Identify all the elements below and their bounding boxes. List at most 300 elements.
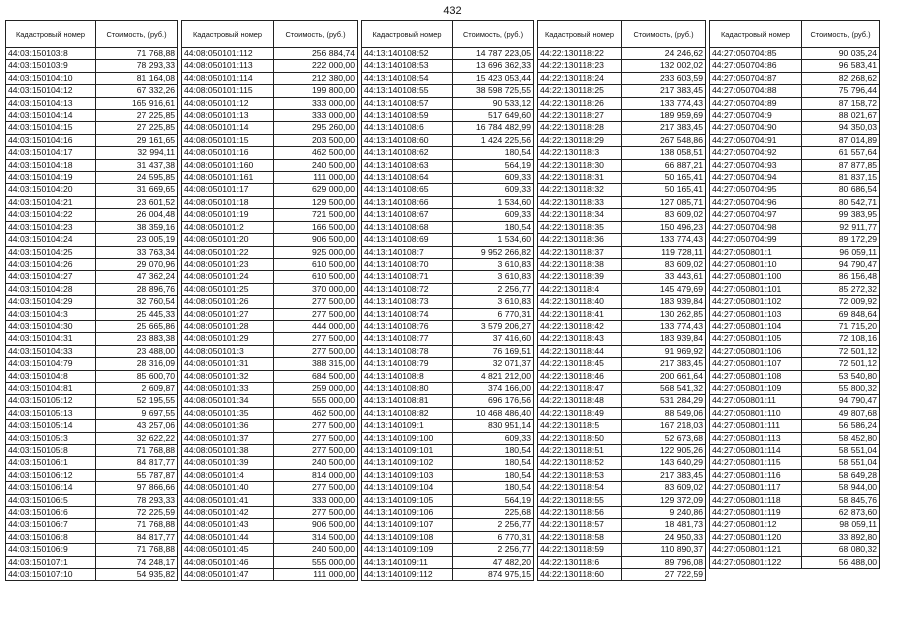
- table-row: [538, 370, 706, 382]
- table-row: [538, 544, 706, 556]
- cost-cell: 830 951,14: [453, 420, 534, 432]
- cost-cell: 58 551,04: [802, 445, 880, 457]
- cost-cell: 80 686,54: [802, 184, 880, 196]
- cost-cell: 517 649,60: [453, 110, 534, 122]
- table-row: [362, 296, 534, 308]
- cost-cell: 629 000,00: [274, 184, 358, 196]
- cadastral-number-cell: 44:13:140108:70: [362, 258, 453, 270]
- cadastral-number-cell: 44:13:140109:100: [362, 432, 453, 444]
- table-row: [182, 544, 358, 556]
- header-cost: Стоимость, (руб.): [802, 21, 880, 48]
- cadastral-number-cell: 44:27:050801:104: [710, 320, 802, 332]
- cadastral-number-cell: 44:13:140109:112: [362, 569, 453, 581]
- cadastral-number-cell: 44:22:130118:59: [538, 544, 622, 556]
- table-row: [710, 60, 880, 72]
- cadastral-number-cell: 44:13:140108:72: [362, 283, 453, 295]
- cost-cell: 150 496,23: [622, 221, 706, 233]
- cadastral-number-cell: 44:03:150104:30: [6, 320, 96, 332]
- cost-cell: 129 500,00: [274, 196, 358, 208]
- cost-cell: 1 534,60: [453, 234, 534, 246]
- table-row: [362, 569, 534, 581]
- cost-cell: 56 488,00: [802, 556, 880, 568]
- cost-cell: 277 500,00: [274, 420, 358, 432]
- cadastral-number-cell: 44:03:150104:28: [6, 283, 96, 295]
- table-row: [182, 420, 358, 432]
- cost-cell: 72 108,16: [802, 333, 880, 345]
- cost-cell: 43 257,06: [96, 420, 178, 432]
- cadastral-number-cell: 44:08:050101:34: [182, 395, 274, 407]
- table-row: [362, 308, 534, 320]
- table-row: [182, 48, 358, 60]
- cadastral-number-cell: 44:27:050704:99: [710, 234, 802, 246]
- table-row: [6, 469, 178, 481]
- cost-cell: 143 640,29: [622, 457, 706, 469]
- cadastral-number-cell: 44:22:130118:24: [538, 72, 622, 84]
- cadastral-number-cell: 44:13:140108:81: [362, 395, 453, 407]
- cost-cell: 78 293,33: [96, 494, 178, 506]
- cadastral-number-cell: 44:08:050101:31: [182, 358, 274, 370]
- cadastral-number-cell: 44:22:130118:53: [538, 469, 622, 481]
- table-row: [6, 395, 178, 407]
- table-row: [538, 271, 706, 283]
- cadastral-number-cell: 44:27:050704:97: [710, 209, 802, 221]
- cadastral-number-cell: 44:08:050101:44: [182, 531, 274, 543]
- cadastral-number-cell: 44:03:150104:24: [6, 234, 96, 246]
- table-row: [538, 110, 706, 122]
- cadastral-number-cell: 44:08:050101:45: [182, 544, 274, 556]
- table-row: [710, 221, 880, 233]
- cadastral-number-cell: 44:08:050101:160: [182, 159, 274, 171]
- table-row: [182, 320, 358, 332]
- table-row: [710, 531, 880, 543]
- table-row: [362, 221, 534, 233]
- table-row: [6, 432, 178, 444]
- cadastral-number-cell: 44:13:140108:53: [362, 60, 453, 72]
- table-row: [538, 85, 706, 97]
- table-row: [6, 345, 178, 357]
- cadastral-number-cell: 44:08:050101:20: [182, 234, 274, 246]
- table-row: [538, 432, 706, 444]
- cost-cell: 32 994,11: [96, 147, 178, 159]
- table-row: [6, 258, 178, 270]
- cost-cell: 71 715,20: [802, 320, 880, 332]
- cadastral-number-cell: 44:27:050704:88: [710, 85, 802, 97]
- cost-cell: 55 800,32: [802, 382, 880, 394]
- cost-cell: 89 172,29: [802, 234, 880, 246]
- cadastral-number-cell: 44:08:050101:161: [182, 172, 274, 184]
- table-row: [538, 407, 706, 419]
- cadastral-number-cell: 44:13:140108:64: [362, 172, 453, 184]
- table-row: [710, 122, 880, 134]
- cadastral-number-cell: 44:27:050704:93: [710, 159, 802, 171]
- cost-cell: 180,54: [453, 469, 534, 481]
- cadastral-number-cell: 44:27:050704:87: [710, 72, 802, 84]
- cadastral-number-cell: 44:13:140108:55: [362, 85, 453, 97]
- cadastral-number-cell: 44:03:150104:26: [6, 258, 96, 270]
- cadastral-number-cell: 44:13:140108:77: [362, 333, 453, 345]
- cost-cell: 684 500,00: [274, 370, 358, 382]
- table-body: [182, 48, 358, 581]
- cadastral-number-cell: 44:27:050801:117: [710, 482, 802, 494]
- cadastral-number-cell: 44:27:050801:105: [710, 333, 802, 345]
- cadastral-number-cell: 44:13:140109:106: [362, 507, 453, 519]
- cadastral-number-cell: 44:03:150104:17: [6, 147, 96, 159]
- table-row: [710, 494, 880, 506]
- table-row: [6, 382, 178, 394]
- table-row: [710, 196, 880, 208]
- cost-cell: 29 161,65: [96, 134, 178, 146]
- cadastral-table-4: [537, 20, 706, 581]
- cadastral-number-cell: 44:08:050101:32: [182, 370, 274, 382]
- cost-cell: 32 622,22: [96, 432, 178, 444]
- cost-cell: 98 059,11: [802, 519, 880, 531]
- cost-cell: 61 557,64: [802, 147, 880, 159]
- cost-cell: 32 760,54: [96, 296, 178, 308]
- table-row: [6, 407, 178, 419]
- table-row: [6, 569, 178, 581]
- table-row: [6, 48, 178, 60]
- cost-cell: 333 000,00: [274, 110, 358, 122]
- table-row: [538, 234, 706, 246]
- cadastral-number-cell: 44:08:050101:115: [182, 85, 274, 97]
- cost-cell: 133 774,43: [622, 97, 706, 109]
- cost-cell: 28 896,76: [96, 283, 178, 295]
- table-row: [538, 134, 706, 146]
- cadastral-number-cell: 44:22:130118:52: [538, 457, 622, 469]
- cost-cell: 58 944,00: [802, 482, 880, 494]
- cost-cell: 52 195,55: [96, 395, 178, 407]
- cadastral-number-cell: 44:03:150104:8: [6, 370, 96, 382]
- cadastral-number-cell: 44:03:150103:8: [6, 48, 96, 60]
- table-row: [182, 172, 358, 184]
- cost-cell: 72 009,92: [802, 296, 880, 308]
- cost-cell: 721 500,00: [274, 209, 358, 221]
- cost-cell: 200 661,64: [622, 370, 706, 382]
- table-row: [182, 519, 358, 531]
- header-number: Кадастровый номер: [710, 21, 802, 48]
- cost-cell: 217 383,45: [622, 85, 706, 97]
- cost-cell: 75 796,44: [802, 85, 880, 97]
- header-number: Кадастровый номер: [182, 21, 274, 48]
- cadastral-number-cell: 44:03:150104:14: [6, 110, 96, 122]
- cadastral-number-cell: 44:03:150104:23: [6, 221, 96, 233]
- cost-cell: 277 500,00: [274, 507, 358, 519]
- cost-cell: 2 256,77: [453, 283, 534, 295]
- cost-cell: 67 332,26: [96, 85, 178, 97]
- cost-cell: 23 883,38: [96, 333, 178, 345]
- table-row: [182, 507, 358, 519]
- cadastral-number-cell: 44:22:130118:32: [538, 184, 622, 196]
- cost-cell: 56 586,24: [802, 420, 880, 432]
- cadastral-number-cell: 44:27:050801:115: [710, 457, 802, 469]
- cost-cell: 277 500,00: [274, 482, 358, 494]
- cost-cell: 23 005,19: [96, 234, 178, 246]
- cadastral-number-cell: 44:13:140109:108: [362, 531, 453, 543]
- table-row: [538, 519, 706, 531]
- header-cost: Стоимость, (руб.): [622, 21, 706, 48]
- cadastral-number-cell: 44:13:140108:59: [362, 110, 453, 122]
- table-row: [362, 134, 534, 146]
- cost-cell: 84 817,77: [96, 531, 178, 543]
- cadastral-number-cell: 44:22:130118:58: [538, 531, 622, 543]
- table-row: [6, 271, 178, 283]
- cadastral-number-cell: 44:08:050101:19: [182, 209, 274, 221]
- cost-cell: 462 500,00: [274, 147, 358, 159]
- table-row: [182, 283, 358, 295]
- cost-cell: 4 821 212,00: [453, 370, 534, 382]
- cadastral-number-cell: 44:08:050101:15: [182, 134, 274, 146]
- table-row: [710, 469, 880, 481]
- cost-cell: 277 500,00: [274, 333, 358, 345]
- cost-cell: 2 256,77: [453, 519, 534, 531]
- cadastral-number-cell: 44:08:050101:113: [182, 60, 274, 72]
- cadastral-table-2: [181, 20, 358, 581]
- table-row: [362, 494, 534, 506]
- cost-cell: 129 372,09: [622, 494, 706, 506]
- cadastral-number-cell: 44:03:150104:3: [6, 308, 96, 320]
- cost-cell: 2 256,77: [453, 544, 534, 556]
- cost-cell: 90 035,24: [802, 48, 880, 60]
- table-row: [6, 122, 178, 134]
- table-row: [362, 234, 534, 246]
- cadastral-number-cell: 44:08:050101:17: [182, 184, 274, 196]
- cadastral-number-cell: 44:22:130118:41: [538, 308, 622, 320]
- cost-cell: 111 000,00: [274, 172, 358, 184]
- table-row: [362, 395, 534, 407]
- cadastral-number-cell: 44:22:130118:37: [538, 246, 622, 258]
- table-row: [182, 382, 358, 394]
- table-row: [6, 159, 178, 171]
- cadastral-number-cell: 44:22:130118:23: [538, 60, 622, 72]
- table-row: [710, 283, 880, 295]
- table-row: [6, 283, 178, 295]
- table-row: [710, 97, 880, 109]
- cadastral-table-5: [709, 20, 880, 569]
- cadastral-number-cell: 44:03:150104:79: [6, 358, 96, 370]
- table-body: [710, 48, 880, 569]
- cadastral-number-cell: 44:08:050101:25: [182, 283, 274, 295]
- cost-cell: 132 002,02: [622, 60, 706, 72]
- cost-cell: 24 246,62: [622, 48, 706, 60]
- cost-cell: 609,33: [453, 184, 534, 196]
- cost-cell: 119 728,11: [622, 246, 706, 258]
- cadastral-number-cell: 44:27:050704:89: [710, 97, 802, 109]
- cost-cell: 3 579 206,27: [453, 320, 534, 332]
- table-row: [710, 556, 880, 568]
- cost-cell: 906 500,00: [274, 519, 358, 531]
- cost-cell: 167 218,03: [622, 420, 706, 432]
- table-row: [182, 531, 358, 543]
- cost-cell: 180,54: [453, 221, 534, 233]
- cadastral-number-cell: 44:03:150106:6: [6, 507, 96, 519]
- cost-cell: 531 284,29: [622, 395, 706, 407]
- header-number: Кадастровый номер: [6, 21, 96, 48]
- table-row: [710, 345, 880, 357]
- table-row: [182, 370, 358, 382]
- cost-cell: 92 911,77: [802, 221, 880, 233]
- table-row: [362, 370, 534, 382]
- cost-cell: 277 500,00: [274, 432, 358, 444]
- cadastral-number-cell: 44:22:130118:46: [538, 370, 622, 382]
- table-row: [362, 457, 534, 469]
- table-row: [6, 420, 178, 432]
- cadastral-number-cell: 44:22:130118:31: [538, 172, 622, 184]
- cost-cell: 199 800,00: [274, 85, 358, 97]
- table-row: [6, 445, 178, 457]
- table-row: [538, 531, 706, 543]
- cost-cell: 84 817,77: [96, 457, 178, 469]
- table-row: [6, 494, 178, 506]
- cadastral-number-cell: 44:22:130118:50: [538, 432, 622, 444]
- table-body: [6, 48, 178, 581]
- cadastral-number-cell: 44:08:050101:38: [182, 445, 274, 457]
- cadastral-number-cell: 44:22:130118:27: [538, 110, 622, 122]
- cadastral-number-cell: 44:08:050101:16: [182, 147, 274, 159]
- table-row: [362, 531, 534, 543]
- table-row: [182, 122, 358, 134]
- cost-cell: 609,33: [453, 172, 534, 184]
- cadastral-number-cell: 44:13:140109:102: [362, 457, 453, 469]
- table-row: [362, 184, 534, 196]
- cost-cell: 127 085,71: [622, 196, 706, 208]
- table-row: [182, 147, 358, 159]
- cadastral-number-cell: 44:27:050704:85: [710, 48, 802, 60]
- cost-cell: 81 837,15: [802, 172, 880, 184]
- cadastral-number-cell: 44:03:150104:25: [6, 246, 96, 258]
- table-row: [6, 482, 178, 494]
- cadastral-number-cell: 44:22:130118:29: [538, 134, 622, 146]
- cadastral-number-cell: 44:13:140108:57: [362, 97, 453, 109]
- table-row: [710, 271, 880, 283]
- table-row: [362, 333, 534, 345]
- cadastral-number-cell: 44:22:130118:26: [538, 97, 622, 109]
- cadastral-number-cell: 44:22:130118:54: [538, 482, 622, 494]
- table-row: [362, 85, 534, 97]
- cadastral-number-cell: 44:03:150104:27: [6, 271, 96, 283]
- cadastral-number-cell: 44:03:150104:12: [6, 85, 96, 97]
- table-row: [6, 97, 178, 109]
- table-row: [182, 72, 358, 84]
- cadastral-number-cell: 44:03:150104:18: [6, 159, 96, 171]
- cadastral-number-cell: 44:03:150104:33: [6, 345, 96, 357]
- table-row: [538, 283, 706, 295]
- cost-cell: 14 787 223,05: [453, 48, 534, 60]
- cadastral-number-cell: 44:27:050801:122: [710, 556, 802, 568]
- cadastral-number-cell: 44:27:050801:121: [710, 544, 802, 556]
- cost-cell: 444 000,00: [274, 320, 358, 332]
- cost-cell: 72 501,12: [802, 345, 880, 357]
- cadastral-number-cell: 44:03:150104:29: [6, 296, 96, 308]
- cadastral-number-cell: 44:22:130118:39: [538, 271, 622, 283]
- table-row: [6, 234, 178, 246]
- table-row: [6, 184, 178, 196]
- table-row: [6, 85, 178, 97]
- cadastral-number-cell: 44:27:050801:107: [710, 358, 802, 370]
- cadastral-number-cell: 44:08:050101:22: [182, 246, 274, 258]
- table-row: [182, 358, 358, 370]
- cost-cell: 72 225,59: [96, 507, 178, 519]
- cost-cell: 96 583,41: [802, 60, 880, 72]
- cost-cell: 27 225,85: [96, 110, 178, 122]
- cadastral-number-cell: 44:08:050101:3: [182, 345, 274, 357]
- table-row: [6, 110, 178, 122]
- table-row: [6, 72, 178, 84]
- cadastral-number-cell: 44:13:140109:107: [362, 519, 453, 531]
- cost-cell: 610 500,00: [274, 271, 358, 283]
- cost-cell: 25 445,33: [96, 308, 178, 320]
- table-row: [362, 60, 534, 72]
- table-row: [538, 320, 706, 332]
- cost-cell: 87 158,72: [802, 97, 880, 109]
- cadastral-number-cell: 44:13:140108:78: [362, 345, 453, 357]
- cost-cell: 814 000,00: [274, 469, 358, 481]
- cost-cell: 38 359,16: [96, 221, 178, 233]
- cost-cell: 71 768,88: [96, 445, 178, 457]
- cost-cell: 82 268,62: [802, 72, 880, 84]
- cost-cell: 240 500,00: [274, 457, 358, 469]
- cost-cell: 166 500,00: [274, 221, 358, 233]
- cadastral-number-cell: 44:22:130118:56: [538, 507, 622, 519]
- cadastral-number-cell: 44:13:140108:74: [362, 308, 453, 320]
- cadastral-number-cell: 44:03:150106:12: [6, 469, 96, 481]
- table-row: [182, 209, 358, 221]
- cost-cell: 217 383,45: [622, 122, 706, 134]
- table-row: [182, 569, 358, 581]
- cadastral-number-cell: 44:22:130118:28: [538, 122, 622, 134]
- cadastral-number-cell: 44:13:140109:103: [362, 469, 453, 481]
- table-row: [182, 407, 358, 419]
- cost-cell: 83 609,02: [622, 482, 706, 494]
- table-row: [538, 246, 706, 258]
- table-row: [6, 320, 178, 332]
- cost-cell: 133 774,43: [622, 320, 706, 332]
- table-body: [362, 48, 534, 581]
- cadastral-number-cell: 44:08:050101:39: [182, 457, 274, 469]
- table-row: [362, 48, 534, 60]
- cadastral-number-cell: 44:13:140108:67: [362, 209, 453, 221]
- cadastral-number-cell: 44:03:150104:19: [6, 172, 96, 184]
- table-row: [710, 445, 880, 457]
- cadastral-number-cell: 44:22:130118:33: [538, 196, 622, 208]
- cadastral-number-cell: 44:27:050801:120: [710, 531, 802, 543]
- cost-cell: 183 939,84: [622, 333, 706, 345]
- cadastral-number-cell: 44:27:050801:116: [710, 469, 802, 481]
- table-row: [182, 234, 358, 246]
- cost-cell: 138 058,51: [622, 147, 706, 159]
- cost-cell: 165 916,61: [96, 97, 178, 109]
- table-row: [710, 258, 880, 270]
- table-row: [6, 333, 178, 345]
- cadastral-number-cell: 44:08:050101:12: [182, 97, 274, 109]
- cost-cell: 217 383,45: [622, 469, 706, 481]
- cost-cell: 28 316,09: [96, 358, 178, 370]
- table-row: [710, 110, 880, 122]
- table-row: [538, 556, 706, 568]
- cost-cell: 32 071,37: [453, 358, 534, 370]
- cadastral-number-cell: 44:08:050101:42: [182, 507, 274, 519]
- cadastral-number-cell: 44:27:050801:111: [710, 420, 802, 432]
- cadastral-number-cell: 44:13:140108:82: [362, 407, 453, 419]
- cadastral-number-cell: 44:22:130118:45: [538, 358, 622, 370]
- table-row: [362, 97, 534, 109]
- cadastral-number-cell: 44:03:150107:1: [6, 556, 96, 568]
- cost-cell: 183 939,84: [622, 296, 706, 308]
- cadastral-number-cell: 44:08:050101:4: [182, 469, 274, 481]
- cadastral-number-cell: 44:03:150103:9: [6, 60, 96, 72]
- table-row: [362, 407, 534, 419]
- table-row: [538, 258, 706, 270]
- cost-cell: 13 696 362,33: [453, 60, 534, 72]
